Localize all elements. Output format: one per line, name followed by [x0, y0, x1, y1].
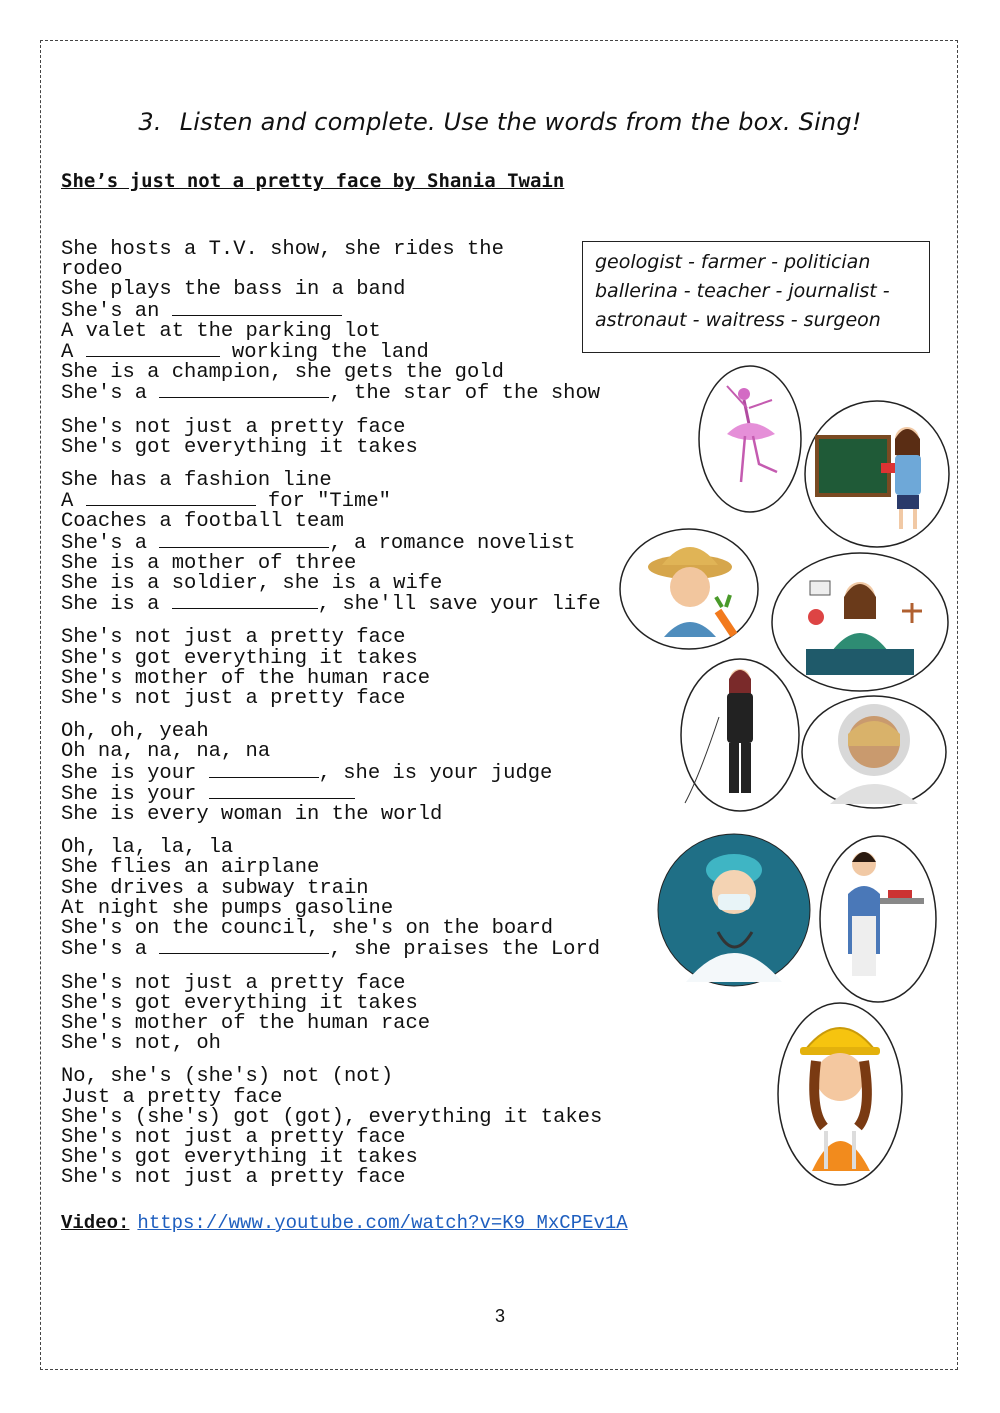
lyric-line: She's (she's) got (got), everything it takes [61, 1105, 603, 1129]
lyric-line: She is a champion, she gets the gold [61, 361, 504, 385]
lyric-line: She is a soldier, she is a wife [61, 572, 443, 596]
lyric-line: She drives a subway train [61, 876, 369, 900]
lyric-line: A working the land [61, 341, 429, 365]
answer-blank[interactable] [86, 342, 220, 357]
word-box-line: geologist - farmer - politician [595, 251, 871, 273]
lyric-line: She's a , she praises the Lord [61, 938, 601, 962]
lyric-line: She plays the bass in a band [61, 278, 406, 302]
lyric-line: Oh, oh, yeah [61, 720, 209, 744]
lyric-line: She is your [61, 784, 602, 805]
video-label: Video: [61, 1212, 130, 1234]
lyric-line: She is a , she'll save your life [61, 593, 601, 617]
answer-blank[interactable] [159, 533, 329, 548]
lyric-line: She's a , the star of the show [61, 382, 601, 406]
lyric-line: She's an [61, 301, 602, 322]
lyric-line: No, she's (she's) not (not) [61, 1065, 394, 1089]
lyric-line: She is a mother of three [61, 551, 357, 575]
stanza-1 [61, 240, 602, 405]
lyric-line: Coaches a football team [61, 510, 344, 534]
journalist-picture [679, 657, 801, 813]
stanza-3 [61, 471, 602, 615]
lyric-line: Oh na, na, na, na [61, 740, 271, 764]
lyric-line: She's not just a pretty face [61, 971, 406, 995]
surgeon-picture [656, 832, 812, 988]
lyrics [61, 240, 602, 1202]
teacher-picture [803, 399, 951, 549]
answer-blank[interactable] [159, 939, 329, 954]
exercise-instruction: Listen and complete. Use the words from the box. Sing! [179, 108, 862, 136]
lyric-line: She's got everything it takes [61, 1146, 418, 1170]
lyric-line: She's not just a pretty face [61, 687, 406, 711]
lyric-line: At night she pumps gasoline [61, 896, 394, 920]
lyric-line: She's not just a pretty face [61, 1125, 406, 1149]
word-box [582, 241, 930, 353]
waitress-picture [818, 834, 938, 1004]
lyric-line: Oh, la, la, la [61, 836, 234, 860]
answer-blank[interactable] [86, 491, 256, 506]
exercise-heading [0, 108, 1000, 136]
lyric-line: She's mother of the human race [61, 666, 431, 690]
stanza-2 [61, 415, 602, 459]
lyric-line: A valet at the parking lot [61, 319, 381, 343]
lyric-line: Just a pretty face [61, 1085, 283, 1109]
stanza-6 [61, 838, 602, 960]
lyric-line: She's a , a romance novelist [61, 531, 576, 555]
lyric-line: She's got everything it takes [61, 435, 418, 459]
word-box-line: ballerina - teacher - journalist - [595, 280, 890, 302]
answer-blank[interactable] [159, 383, 329, 398]
stanza-7 [61, 971, 602, 1056]
answer-blank[interactable] [172, 301, 342, 316]
lyric-line: She is your , she is your judge [61, 761, 553, 785]
word-box-line: astronaut - waitress - surgeon [595, 309, 881, 331]
lyric-line: She hosts a T.V. show, she rides the rodeo [61, 238, 504, 282]
stanza-4 [61, 628, 602, 709]
lyric-line: She's on the council, she's on the board [61, 917, 554, 941]
answer-blank[interactable] [209, 763, 319, 778]
lyric-line: She's got everything it takes [61, 991, 418, 1015]
lyric-line: She's not just a pretty face [61, 626, 406, 650]
page-number: 3 [494, 1306, 505, 1326]
lyric-line: She's mother of the human race [61, 1011, 431, 1035]
song-title: She’s just not a pretty face by Shania Twain [61, 170, 565, 192]
astronaut-picture [800, 694, 948, 810]
lyric-line: She's not, oh [61, 1032, 221, 1056]
lyric-line: She's not just a pretty face [61, 415, 406, 439]
lyric-line: She has a fashion line [61, 469, 332, 493]
lyric-line: She is every woman in the world [61, 803, 443, 827]
lyric-line: A for "Time" [61, 490, 391, 514]
video-link[interactable]: https://www.youtube.com/watch?v=K9_MxCPEv1A [137, 1212, 628, 1234]
stanza-5 [61, 722, 602, 825]
lyric-line: She's not just a pretty face [61, 1166, 406, 1190]
answer-blank[interactable] [172, 594, 318, 609]
video-line [61, 1212, 628, 1234]
ballerina-picture [697, 364, 803, 514]
farmer-picture [618, 527, 760, 651]
answer-blank[interactable] [209, 784, 355, 799]
exercise-number: 3. [138, 108, 162, 136]
lyric-line: She flies an airplane [61, 856, 320, 880]
stanza-8 [61, 1067, 602, 1188]
geologist-picture [776, 1001, 904, 1187]
lyric-line: She's got everything it takes [61, 646, 418, 670]
